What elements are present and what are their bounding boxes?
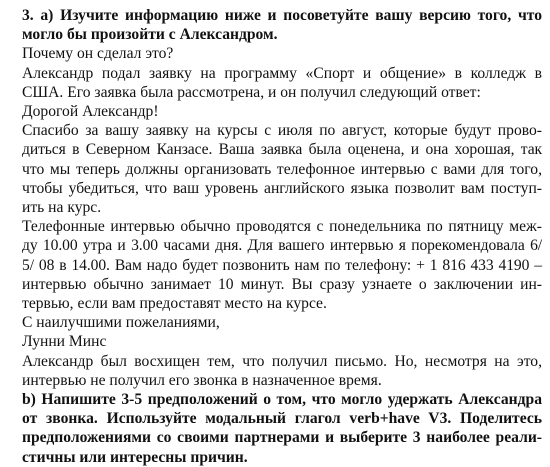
letter-p2-line-4: интервью обычно занимает 10 минут. Вы сразу узнаете о заключении ин- xyxy=(22,275,542,293)
letter-p2-line-5: тервью, если вам предоставят место на курсе. xyxy=(22,295,327,313)
letter-p2-line-2: ду 10.00 утра и 3.00 часами дня. Для вашего интервью я порекомендовала 6/ xyxy=(22,237,542,255)
letter-p1-line-2: диться в Северном Канзасе. Ваша заявка была оценена, и она хорошая, так xyxy=(22,141,542,159)
task-a-header-line-2: могло бы произойти с Александром. xyxy=(22,26,278,44)
task-a-header-line-1: 3. a) Изучите информацию ниже и посоветуйте вашу версию того, что xyxy=(22,7,542,24)
letter-signature: Лунни Минс xyxy=(22,333,107,351)
outcome-line-1: Александр был восхищен тем, что получил письмо. Но, несмотря на это, xyxy=(22,352,542,370)
task-a-question: Почему он сделал это? xyxy=(22,45,174,63)
letter-p2-line-1: Телефонные интервью обычно проводятся с понедельника по пятницу меж- xyxy=(22,218,542,236)
letter-closing: С наилучшими пожеланиями, xyxy=(22,314,220,332)
intro-line-1: Александр подал заявку на программу «Спорт и общение» в колледж в xyxy=(22,64,542,82)
task-b-line-3: предположениями со своими партнерами и выберите 3 наиболее реали- xyxy=(22,429,542,447)
letter-p1-line-1: Спасибо за вашу заявку на курсы с июля по август, которые будут прово- xyxy=(22,122,542,140)
letter-greeting: Дорогой Александр! xyxy=(22,103,159,121)
task-b-line-4: стичны или интересны причин. xyxy=(22,448,248,466)
letter-p1-line-4: чтобы убедиться, что ваш уровень английского языка позволит вам поступ- xyxy=(22,179,542,197)
task-b-line-1: b) Напишите 3-5 предположений о том, что могло удержать Александра xyxy=(22,391,542,409)
intro-line-2: США. Его заявка была рассмотрена, и он получил следующий ответ: xyxy=(22,83,481,101)
letter-p1-line-5: ить на курс. xyxy=(22,199,102,217)
task-b-line-2: от звонка. Используйте модальный глагол verb+have V3. Поделитесь xyxy=(22,410,542,428)
outcome-line-2: интервью не получил его звонка в назначенное время. xyxy=(22,371,382,389)
letter-p2-line-3: 5/ 08 в 14.00. Вам надо будет позвонить нам по телефону: + 1 816 433 4190 – xyxy=(22,256,542,274)
letter-p1-line-3: что мы теперь должны организовать телефонное интервью с вами для того, xyxy=(22,160,542,178)
